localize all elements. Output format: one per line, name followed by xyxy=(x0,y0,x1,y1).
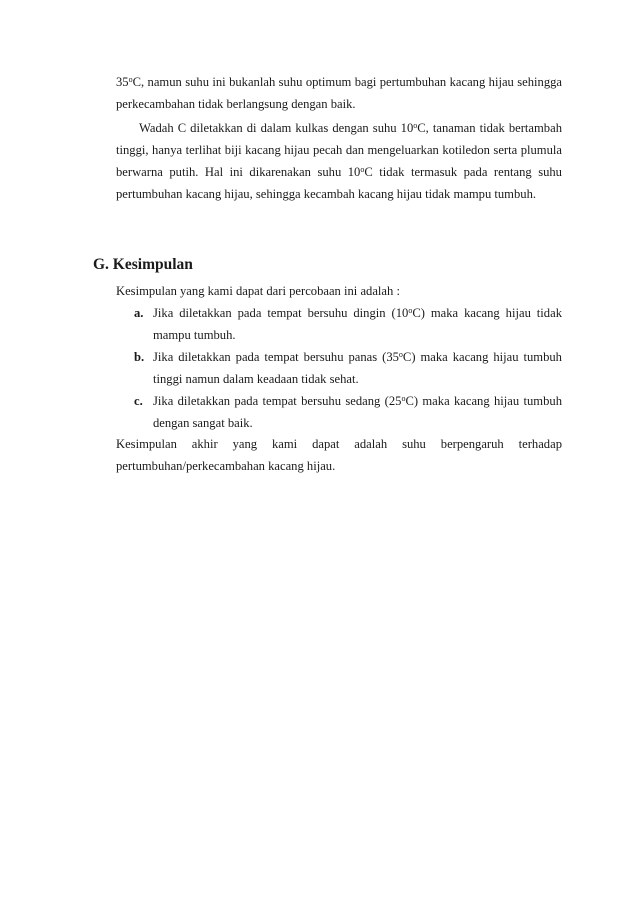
degree-superscript: o xyxy=(408,306,413,315)
list-marker: c. xyxy=(134,394,143,408)
list-marker: b. xyxy=(134,350,145,364)
degree-superscript: o xyxy=(401,394,406,403)
paragraph-wadah-c: Wadah C diletakkan di dalam kulkas dengan suhu 10$^o$C, tanaman tidak bertambah tinggi, hanya terlihat biji kacang hijau pecah dan mengeluarkan kotiledon serta plumula berwarna putih. Hal ini dikarenakan suhu 10$^o$C tidak termasuk pada rentang suhu pertumbuhan kacang hijau, sehingga kecambah kacang hijau tidak mampu tumbuh. xyxy=(116,121,562,201)
conclusion-intro: Kesimpulan yang kami dapat dari percobaan ini adalah : xyxy=(116,284,400,298)
list-item xyxy=(116,346,562,390)
list-item xyxy=(116,390,562,434)
conclusion-closing: Kesimpulan akhir yang kami dapat adalah suhu berpengaruh terhadap pertumbuhan/perkecambahan kacang hijau. xyxy=(116,437,562,473)
list-marker: a. xyxy=(134,306,144,320)
degree-superscript: o xyxy=(128,75,133,84)
list-item-text: Jika diletakkan pada tempat bersuhu panas (35$^o$C) maka kacang hijau tumbuh tinggi namun dalam keadaan tidak sehat. xyxy=(153,350,562,386)
list-item-text: Jika diletakkan pada tempat bersuhu sedang (25$^o$C) maka kacang hijau tumbuh dengan sangat baik. xyxy=(153,394,562,430)
section-heading: G. Kesimpulan xyxy=(93,256,193,273)
conclusion-list xyxy=(116,302,562,434)
degree-superscript: o xyxy=(398,350,403,359)
list-item xyxy=(116,302,562,346)
list-item-text: Jika diletakkan pada tempat bersuhu dingin (10$^o$C) maka kacang hijau tidak mampu tumbuh. xyxy=(153,306,562,342)
degree-superscript: o xyxy=(360,165,365,174)
degree-superscript: o xyxy=(413,121,418,130)
paragraph-continuation: 35$^o$C, namun suhu ini bukanlah suhu optimum bagi pertumbuhan kacang hijau sehingga perkecambahan tidak berlangsung dengan baik. xyxy=(116,75,562,111)
